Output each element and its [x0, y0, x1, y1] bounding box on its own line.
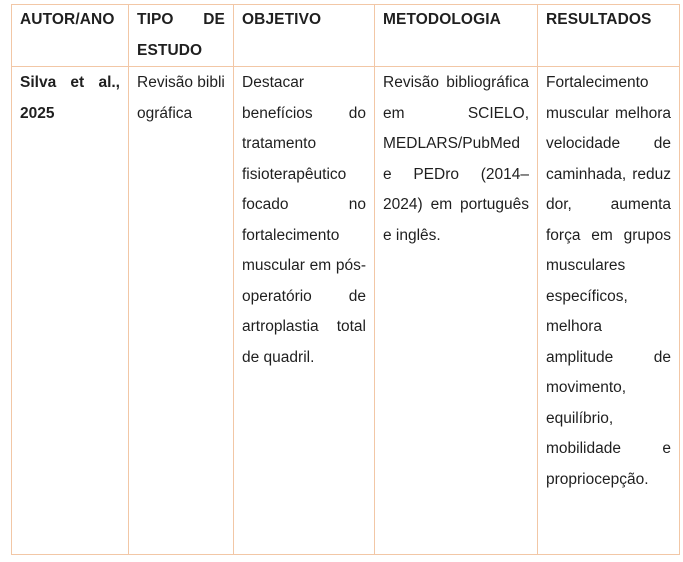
literature-review-table-container	[11, 4, 680, 555]
header-resultados: RESULTADOS	[538, 5, 680, 67]
cell-objetivo: Destacar benefícios do tratamento fisioterapêutico focado no fortalecimento muscular em pós-operatório de artroplastia total de quadril.	[234, 67, 375, 555]
header-autor-ano: AUTOR/ANO	[12, 5, 129, 67]
table-header-row	[12, 5, 680, 67]
header-objetivo: OBJETIVO	[234, 5, 375, 67]
cell-tipo-estudo: Revisão bibliográfica	[129, 67, 234, 555]
cell-resultados: Fortalecimento muscular melhora velocidade de caminhada, reduz dor, aumenta força em grupos musculares específicos, melhora amplitude de movimento, equilíbrio, mobilidade e propriocepção.	[538, 67, 680, 555]
literature-review-table	[11, 4, 680, 555]
cell-metodologia: Revisão bibliográfica em SCIELO, MEDLARS/PubMed e PEDro (2014–2024) em português e inglês.	[375, 67, 538, 555]
header-metodologia: METODOLOGIA	[375, 5, 538, 67]
table-row	[12, 67, 680, 555]
cell-autor-ano: Silva et al., 2025	[12, 67, 129, 555]
header-tipo-estudo: TIPO DE ESTUDO	[129, 5, 234, 67]
